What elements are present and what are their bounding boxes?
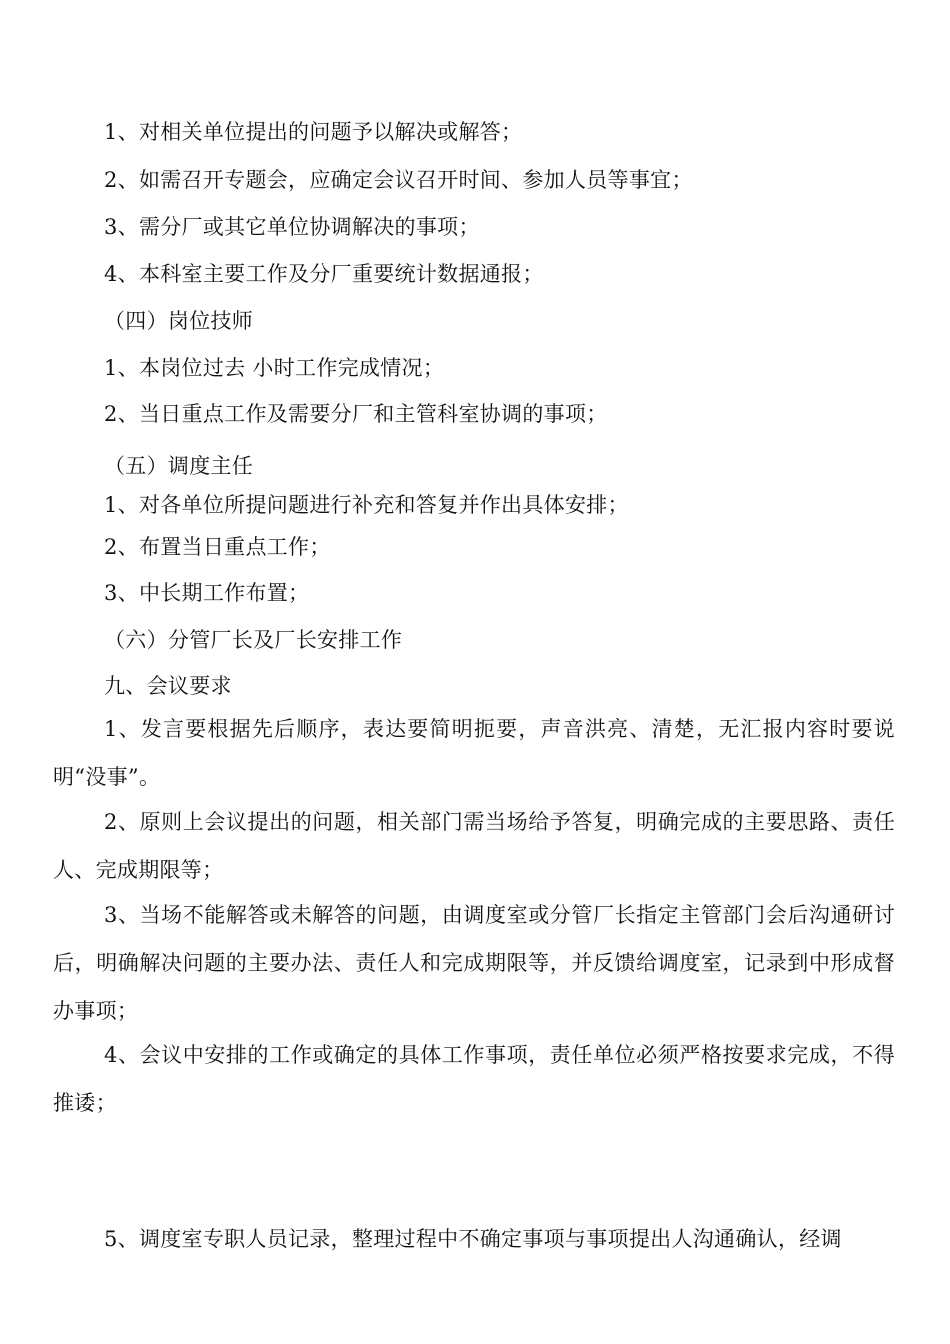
section-heading-technician: （四）岗位技师 <box>104 309 254 333</box>
section-heading-dispatch-director: （五）调度主任 <box>104 454 254 478</box>
section-heading-meeting-requirements: 九、会议要求 <box>104 674 232 698</box>
paragraph-speaking-order: 1、发言要根据先后顺序，表达要简明扼要，声音洪亮、清楚，无汇报内容时要说明“没事”。 <box>53 717 895 789</box>
list-item-key-work: 2、当日重点工作及需要分厂和主管科室协调的事项； <box>104 402 608 426</box>
paragraph-recording: 5、调度室专职人员记录，整理过程中不确定事项与事项提出人沟通确认，经调 <box>104 1227 842 1251</box>
list-item-statistics-report: 4、本科室主要工作及分厂重要统计数据通报； <box>104 262 544 286</box>
paragraph-answer-on-site: 2、原则上会议提出的问题，相关部门需当场给予答复，明确完成的主要思路、责任人、完成期限等； <box>53 810 895 882</box>
list-item-daily-key-work: 2、布置当日重点工作； <box>104 535 331 559</box>
list-item-work-completion: 1、本岗位过去 小时工作完成情况； <box>104 356 445 380</box>
paragraph-task-completion: 4、会议中安排的工作或确定的具体工作事项，责任单位必须严格按要求完成，不得推诿； <box>53 1043 895 1115</box>
list-item-coordination: 3、需分厂或其它单位协调解决的事项； <box>104 215 480 239</box>
section-heading-factory-director: （六）分管厂长及厂长安排工作 <box>104 628 403 652</box>
list-item-long-term-work: 3、中长期工作布置； <box>104 581 310 605</box>
list-item-special-meeting: 2、如需召开专题会，应确定会议召开时间、参加人员等事宜； <box>104 168 693 192</box>
list-item-arrangements: 1、对各单位所提问题进行补充和答复并作出具体安排； <box>104 493 629 517</box>
paragraph-unresolved-issues: 3、当场不能解答或未解答的问题，由调度室或分管厂长指定主管部门会后沟通研讨后，明确解决问题的主要办法、责任人和完成期限等，并反馈给调度室，记录到中形成督办事项； <box>53 903 895 1023</box>
list-item-respond-issues: 1、对相关单位提出的问题予以解决或解答； <box>104 120 523 144</box>
